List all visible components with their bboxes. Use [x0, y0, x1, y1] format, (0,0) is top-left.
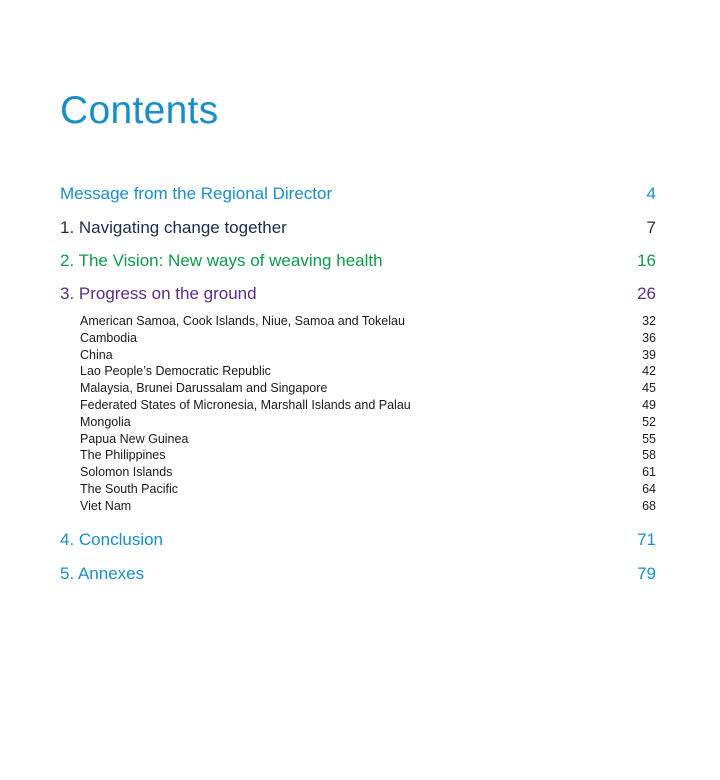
toc-entry-label: Message from the Regional Director: [60, 184, 333, 203]
toc-entry-label: 3. Progress on the ground: [60, 284, 257, 303]
toc-entry-page: 79: [637, 564, 656, 583]
toc-entry-label: 2. The Vision: New ways of weaving health: [60, 251, 383, 270]
toc-subentry-label: Papua New Guinea: [80, 431, 189, 446]
toc-subentry-page: 36: [642, 330, 656, 345]
toc-subentry-label: The Philippines: [80, 448, 166, 463]
toc-subentry-page: 55: [642, 431, 656, 446]
toc-subentry-label: Viet Nam: [80, 498, 132, 513]
toc-subentry[interactable]: [80, 447, 656, 464]
toc-subentry-label: American Samoa, Cook Islands, Niue, Samoa and Tokelau: [80, 314, 405, 328]
toc-subentry-page: 52: [642, 414, 656, 429]
toc-subentry-page: 39: [642, 347, 656, 362]
toc-entry-progress[interactable]: [60, 282, 656, 306]
toc-subentry-page: 45: [642, 381, 656, 396]
toc-entry-page: 4: [646, 184, 656, 203]
toc-subentry-label: Cambodia: [80, 330, 137, 345]
toc-entry-message[interactable]: [60, 182, 656, 206]
toc-subentry[interactable]: [80, 313, 656, 330]
toc-entry-page: 7: [646, 218, 656, 237]
toc-subentry[interactable]: [80, 414, 656, 431]
toc-subentry[interactable]: [80, 330, 656, 347]
toc-entry-annexes[interactable]: [60, 562, 656, 586]
toc-subentry[interactable]: [80, 397, 656, 414]
toc-subentry[interactable]: [80, 347, 656, 364]
toc-subentry-page: 68: [642, 498, 656, 513]
toc-subentry-page: 42: [642, 364, 656, 379]
toc-entry-page: 26: [637, 284, 656, 303]
toc-subentry-label: China: [80, 347, 113, 362]
toc-subentry-page: 32: [642, 314, 656, 328]
toc-subentry[interactable]: [80, 363, 656, 380]
toc-subentry-label: Lao People’s Democratic Republic: [80, 364, 271, 379]
toc-subentry[interactable]: [80, 380, 656, 397]
page-title: Contents: [60, 89, 219, 132]
toc-entry-navigating-change[interactable]: [60, 216, 656, 240]
country-subentries: [80, 313, 656, 515]
toc-entry-label: 4. Conclusion: [60, 530, 164, 549]
toc-subentry-page: 64: [642, 481, 656, 496]
toc-subentry[interactable]: [80, 498, 656, 515]
toc-entry-label: 1. Navigating change together: [60, 218, 287, 237]
toc-subentry-page: 58: [642, 448, 656, 463]
toc-subentry-page: 49: [642, 397, 656, 412]
toc-subentry-label: Federated States of Micronesia, Marshall Islands and Palau: [80, 397, 411, 412]
toc-subentry-label: Mongolia: [80, 414, 131, 429]
toc-entry-page: 16: [637, 251, 656, 270]
toc-entry-page: 71: [637, 530, 656, 549]
toc-subentry-label: Solomon Islands: [80, 465, 173, 480]
toc-subentry[interactable]: [80, 431, 656, 448]
toc-subentry-page: 61: [642, 465, 656, 480]
toc-entry-conclusion[interactable]: [60, 528, 656, 552]
toc-subentry[interactable]: [80, 481, 656, 498]
toc-entry-the-vision[interactable]: [60, 249, 656, 273]
toc-subentry-label: Malaysia, Brunei Darussalam and Singapore: [80, 381, 328, 396]
toc-entry-label: 5. Annexes: [60, 564, 145, 583]
toc-subentry[interactable]: [80, 464, 656, 481]
toc-subentry-label: The South Pacific: [80, 481, 178, 496]
